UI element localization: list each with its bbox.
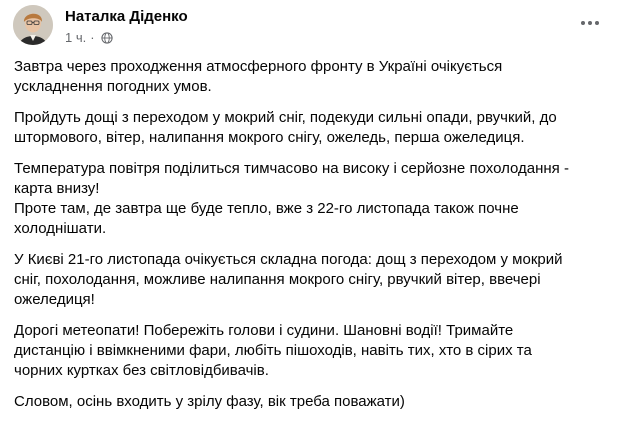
avatar-photo (13, 5, 53, 45)
meta-separator: · (90, 30, 95, 45)
post-paragraph: Словом, осінь входить у зрілу фазу, вік треба поважати) (14, 393, 405, 410)
post-body (14, 57, 610, 423)
post-paragraph: У Києві 21-го листопада очікується складна погода: дощ з переходом у мокрий сніг, похолодання, можливе налипання мокрого снігу, рвучкий вітер, ввечері ожеледиця! (14, 251, 563, 308)
post-paragraph: Завтра через проходження атмосферного фронту в Україні очікується ускладнення погодних умов. (14, 58, 503, 95)
post-meta (65, 30, 113, 45)
post-header (13, 5, 610, 53)
post-paragraph: Пройдуть дощі з переходом у мокрий сніг, подекуди сильні опади, рвучкий, до штормового, вітер, налипання мокрого снігу, ожеледь, перша ожеледиця. (14, 109, 557, 146)
globe-icon[interactable] (101, 32, 113, 44)
author-name[interactable]: Наталка Діденко (65, 8, 188, 25)
author-avatar[interactable] (13, 5, 53, 45)
more-options-icon[interactable] (576, 13, 604, 33)
post-paragraph: Дорогі метеопати! Побережіть голови і судини. Шановні водії! Тримайте дистанцію і ввімкненими фари, любіть пішоходів, навіть тих, хто в сірих та чорних куртках без світловідбивачів. (14, 322, 532, 379)
post-time[interactable]: 1 ч. (65, 30, 87, 45)
post-paragraph: Температура повітря поділиться тимчасово на високу і серйозне похолодання - карта внизу! Проте там, де завтра ще буде тепло, вже з 22-го листопада також почне холоднішати. (14, 160, 569, 237)
